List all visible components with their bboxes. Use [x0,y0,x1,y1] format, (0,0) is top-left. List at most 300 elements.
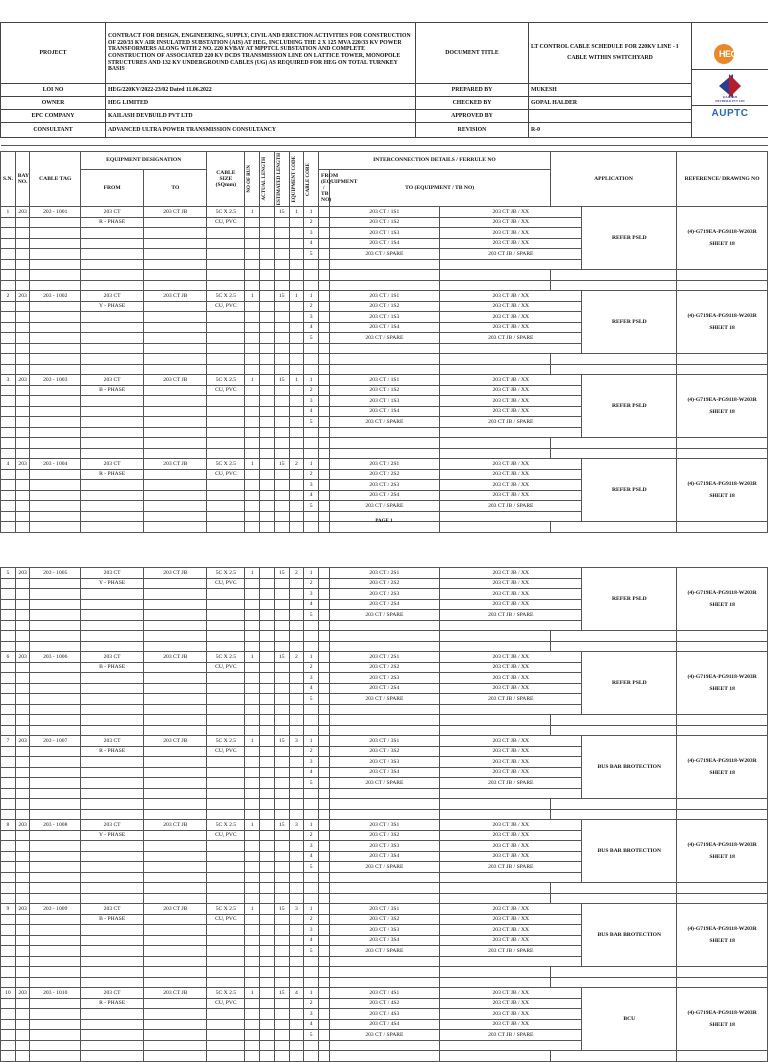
cell-empty [319,851,330,862]
cell-empty [81,259,144,270]
cell-phase: Y - PHASE [81,578,144,589]
col-application: APPLICATION [550,152,676,207]
cell-core-no: 5 [304,249,319,260]
cell-empty [81,1019,144,1030]
cell-empty [207,228,245,239]
cell-core-no: 3 [304,312,319,323]
col-cable-tag: CABLE TAG [30,152,81,207]
cell-empty [304,1040,319,1051]
cell-empty [274,673,289,684]
document-title-line-1: LT CONTROL CABLE SCHEDULE FOR 220KV LINE - I [531,44,689,51]
cell-empty [319,746,330,757]
cell-bay [15,578,30,589]
cell-empty [319,469,330,480]
cell-empty [319,259,330,270]
cell-empty [260,1030,275,1041]
cell-interconnect-from: 203 CT / 2S4 [329,490,440,501]
cell-empty [1,862,16,873]
cell-interconnect-to: 203 CT JB / XX [440,469,582,480]
cell-core-no: 5 [304,501,319,512]
cell-empty [274,385,289,396]
cell-empty [274,469,289,480]
cell-actual [260,207,275,218]
cell-empty [274,788,289,799]
cell-empty [144,935,207,946]
cell-interconnect-from: 203 CT / 2S4 [329,599,440,610]
cell-empty [274,925,289,936]
cell-bay [15,914,30,925]
spacer-cell [245,631,260,642]
cell-size: 5C X 2.5 [207,904,245,915]
cell-empty [260,914,275,925]
cell-core-no: 3 [304,480,319,491]
cell-empty [207,956,245,967]
cell-interconnect-from: 203 CT / 3S3 [329,841,440,852]
cell-phase: R - PHASE [81,217,144,228]
cell-interconnect-from: 203 CT / SPARE [329,694,440,705]
cell-empty [15,396,30,407]
spacer-cell [30,438,81,449]
cell-core-no: 5 [304,694,319,705]
cell-empty [81,312,144,323]
cell-to [144,998,207,1009]
spacer-cell [440,967,551,978]
spacer-cell [30,631,81,642]
cell-empty [319,1019,330,1030]
cell-empty [245,683,260,694]
cell-empty [289,841,304,852]
cell-bay [15,385,30,396]
spacer-cell [677,364,768,375]
cell-empty [144,333,207,344]
cell-empty [319,589,330,600]
reference-sheet: SHEET 18 [679,770,765,776]
cell-interconnect-to: 203 CT JB / XX [440,589,582,600]
spacer-cell [329,977,440,988]
cell-empty [1,501,16,512]
spacer-cell [260,354,275,365]
cell-empty [289,1019,304,1030]
cell-empty [260,872,275,883]
spacer-cell [1,725,16,736]
cell-empty [245,935,260,946]
cell-material: CU, PVC [207,301,245,312]
spacer-cell [289,977,304,988]
spacer-cell [144,448,207,459]
cell-empty [274,1040,289,1051]
cell-core-no: 5 [304,862,319,873]
cell-phase: B - PHASE [81,662,144,673]
cell-application: REFER PSLD [582,568,677,631]
reference-sheet: SHEET 18 [679,854,765,860]
cell-size: 5C X 2.5 [207,459,245,470]
table-row [1,459,768,470]
cell-empty [304,259,319,270]
cell-interconnect-to: 203 CT JB / XX [440,746,582,757]
cell-estimated: 15 [274,459,289,470]
table-row [1,904,768,915]
cell-empty [1,1030,16,1041]
cell-empty [81,851,144,862]
cell-empty [260,578,275,589]
cell-interconnect-to: 203 CT JB / XX [440,757,582,768]
cell-empty [260,385,275,396]
cell-empty [207,620,245,631]
cell-estimated: 15 [274,207,289,218]
cell-empty [289,333,304,344]
cell-interconnect-to: 203 CT JB / XX [440,914,582,925]
spacer-cell [329,883,440,894]
cell-empty [144,683,207,694]
cell-empty [274,851,289,862]
spacer-cell [304,893,319,904]
cell-empty [144,610,207,621]
spacer-cell [260,893,275,904]
cell-sn: 4 [1,459,16,470]
cell-empty [207,406,245,417]
spacer-row [1,364,768,375]
cell-from: 203 CT [81,375,144,386]
cell-empty [30,406,81,417]
spacer-cell [30,641,81,652]
cell-empty [15,841,30,852]
cell-empty [30,228,81,239]
cell-empty [260,841,275,852]
cell-empty [319,291,330,302]
spacer-cell [329,725,440,736]
cell-interconnect-from: 203 CT / 2S3 [329,589,440,600]
cell-material: CU, PVC [207,217,245,228]
cell-empty [289,694,304,705]
cell-empty [440,872,582,883]
spacer-cell [550,715,676,726]
spacer-cell [550,809,676,820]
cell-bay: 203 [15,207,30,218]
cell-empty [30,501,81,512]
cell-actual [260,375,275,386]
cell-empty [319,620,330,631]
reference-drawing-no: (4)-G719EA-PG9118-W203R [679,590,765,596]
cell-empty [30,249,81,260]
cell-empty [207,946,245,957]
spacer-cell [81,270,144,281]
cell-empty [15,620,30,631]
cell-empty [15,1040,30,1051]
col-equipment-designation: EQUIPMENT DESIGNATION [81,152,207,170]
spacer-cell [1,364,16,375]
spacer-cell [144,809,207,820]
cell-empty [144,620,207,631]
cell-empty [144,956,207,967]
spacer-cell [260,809,275,820]
spacer-cell [1,799,16,810]
cell-empty [207,333,245,344]
cell-empty [144,259,207,270]
cell-interconnect-from: 203 CT / SPARE [329,417,440,428]
cell-actual [260,904,275,915]
spacer-cell [329,364,440,375]
spacer-cell [260,799,275,810]
cell-empty [144,872,207,883]
cell-to [144,217,207,228]
cell-empty [1,427,16,438]
spacer-cell [677,799,768,810]
cell-interconnect-from: 203 CT / 3S2 [329,830,440,841]
cell-empty [329,872,440,883]
spacer-cell [319,354,330,365]
cell-empty [144,406,207,417]
cell-empty [289,217,304,228]
cell-empty [245,301,260,312]
cell-empty [15,851,30,862]
cell-empty [144,851,207,862]
cell-empty [81,694,144,705]
cell-empty [15,956,30,967]
spacer-cell [677,354,768,365]
spacer-cell [144,799,207,810]
cell-empty [289,501,304,512]
spacer-cell [260,364,275,375]
cell-reference [677,988,768,1051]
cell-empty [30,767,81,778]
spacer-cell [1,1051,16,1062]
spacer-row [1,725,768,736]
document-header [0,22,768,138]
cell-empty [81,788,144,799]
spacer-cell [260,977,275,988]
cell-empty [15,704,30,715]
cell-bay [15,830,30,841]
cell-empty [245,841,260,852]
cell-empty [81,862,144,873]
cell-empty [289,385,304,396]
cell-actual [260,820,275,831]
cell-interconnect-from: 203 CT / 2S2 [329,662,440,673]
cell-interconnect-from: 203 CT / 2S3 [329,480,440,491]
cell-empty [30,343,81,354]
cell-empty [15,610,30,621]
cell-empty [245,406,260,417]
cell-interconnect-to: 203 CT JB / XX [440,490,582,501]
cell-empty [15,322,30,333]
cell-empty [207,322,245,333]
cell-empty [319,322,330,333]
spacer-cell [245,280,260,291]
cell-empty [289,599,304,610]
col-interconnect-from: FROM (EQUIPMENT / TB NO) [319,169,330,207]
cell-empty [81,427,144,438]
cell-cable-tag: 203 - 1007 [30,736,81,747]
cell-empty [289,830,304,841]
cell-core-no: 1 [304,375,319,386]
cell-core-no: 4 [304,767,319,778]
cell-empty [144,704,207,715]
cell-interconnect-to: 203 CT JB / SPARE [440,694,582,705]
cell-interconnect-from: 203 CT / 1S1 [329,375,440,386]
spacer-cell [550,448,676,459]
cell-actual [260,988,275,999]
cell-empty [319,249,330,260]
spacer-cell [260,715,275,726]
spacer-cell [245,641,260,652]
cell-empty [207,704,245,715]
cell-size: 5C X 2.5 [207,820,245,831]
cell-empty [289,610,304,621]
revision-label: REVISION [416,123,529,138]
cell-empty [144,599,207,610]
cell-application: BUS BAR BROTECTION [582,736,677,799]
cell-empty [440,259,582,270]
cell-empty [30,427,81,438]
cell-equipment-code: 1 [289,207,304,218]
cell-empty [15,259,30,270]
cell-empty [81,333,144,344]
col-reference: REFERENCE/ DRAWING NO [677,152,768,207]
cell-empty [245,333,260,344]
cell-empty [245,620,260,631]
cell-core-no: 5 [304,946,319,957]
cell-empty [15,228,30,239]
cell-empty [274,406,289,417]
cell-empty [319,1040,330,1051]
spacer-cell [1,641,16,652]
cell-phase: B - PHASE [81,385,144,396]
cell-empty [319,375,330,386]
spacer-cell [30,809,81,820]
cell-to [144,914,207,925]
spacer-cell [677,641,768,652]
spacer-cell [207,364,245,375]
cell-empty [319,599,330,610]
cell-empty [245,589,260,600]
cell-empty [207,683,245,694]
spacer-cell [144,631,207,642]
cell-interconnect-from: 203 CT / 1S1 [329,291,440,302]
spacer-cell [207,641,245,652]
cell-interconnect-to: 203 CT JB / SPARE [440,333,582,344]
cell-empty [319,988,330,999]
cell-empty [289,946,304,957]
cell-equipment-code: 3 [289,904,304,915]
spacer-cell [245,977,260,988]
cell-empty [319,312,330,323]
cell-empty [144,862,207,873]
cell-empty [260,312,275,323]
spacer-cell [144,280,207,291]
cell-interconnect-from: 203 CT / 1S1 [329,207,440,218]
spacer-row [1,967,768,978]
cell-cable-tag [30,662,81,673]
cell-empty [15,238,30,249]
spacer-cell [289,715,304,726]
cell-cable-tag [30,914,81,925]
consultant-value: ADVANCED ULTRA POWER TRANSMISSION CONSULTANCY [106,123,416,138]
cell-empty [81,872,144,883]
reference-drawing-no: (4)-G719EA-PG9118-W203R [679,758,765,764]
spacer-cell [144,725,207,736]
spacer-cell [329,448,440,459]
cell-empty [30,480,81,491]
cell-empty [289,249,304,260]
spacer-cell [15,893,30,904]
cell-empty [274,589,289,600]
cell-empty [81,589,144,600]
cell-empty [289,406,304,417]
cell-empty [81,757,144,768]
cell-cable-tag [30,578,81,589]
cell-empty [245,1009,260,1020]
cell-empty [274,312,289,323]
cell-empty [15,333,30,344]
cell-empty [81,841,144,852]
cell-empty [260,935,275,946]
cell-empty [319,406,330,417]
spacer-cell [329,280,440,291]
cell-empty [15,946,30,957]
cell-application: REFER PSLD [582,459,677,522]
checked-by-value: GOPAL HALDER [529,97,692,110]
cell-empty [15,862,30,873]
cell-bay: 203 [15,736,30,747]
cell-empty [81,406,144,417]
cell-empty [81,778,144,789]
cell-empty [1,610,16,621]
cell-empty [30,599,81,610]
cell-empty [15,406,30,417]
cell-cable-tag: 203 - 1004 [30,459,81,470]
cell-empty [81,396,144,407]
cell-empty [440,788,582,799]
spacer-cell [81,354,144,365]
cell-to: 203 CT JB [144,736,207,747]
spacer-cell [1,280,16,291]
spacer-cell [144,967,207,978]
spacer-cell [15,725,30,736]
cell-empty [207,1019,245,1030]
cell-empty [81,322,144,333]
spacer-cell [207,448,245,459]
cell-runs: 1 [245,988,260,999]
cell-empty [81,1030,144,1041]
cell-empty [289,683,304,694]
cell-empty [245,694,260,705]
cell-empty [207,501,245,512]
cell-empty [274,862,289,873]
cell-empty [30,778,81,789]
cell-size: 5C X 2.5 [207,568,245,579]
cell-empty [15,249,30,260]
cell-to [144,746,207,757]
spacer-cell [319,280,330,291]
spacer-cell [677,977,768,988]
reference-drawing-no: (4)-G719EA-PG9118-W203R [679,229,765,235]
cell-empty [1,694,16,705]
kailash-devbuild-logo: KAILASH DEVBUILD PVT LTD [715,72,745,100]
cell-empty [245,788,260,799]
cell-bay [15,469,30,480]
cell-interconnect-to: 203 CT JB / XX [440,459,582,470]
cell-reference [677,736,768,799]
spacer-cell [15,631,30,642]
cell-empty [144,480,207,491]
cell-interconnect-to: 203 CT JB / SPARE [440,862,582,873]
cell-empty [440,427,582,438]
spacer-cell [30,799,81,810]
spacer-cell [304,641,319,652]
cell-interconnect-from: 203 CT / 2S3 [329,673,440,684]
spacer-cell [274,631,289,642]
cell-empty [30,788,81,799]
